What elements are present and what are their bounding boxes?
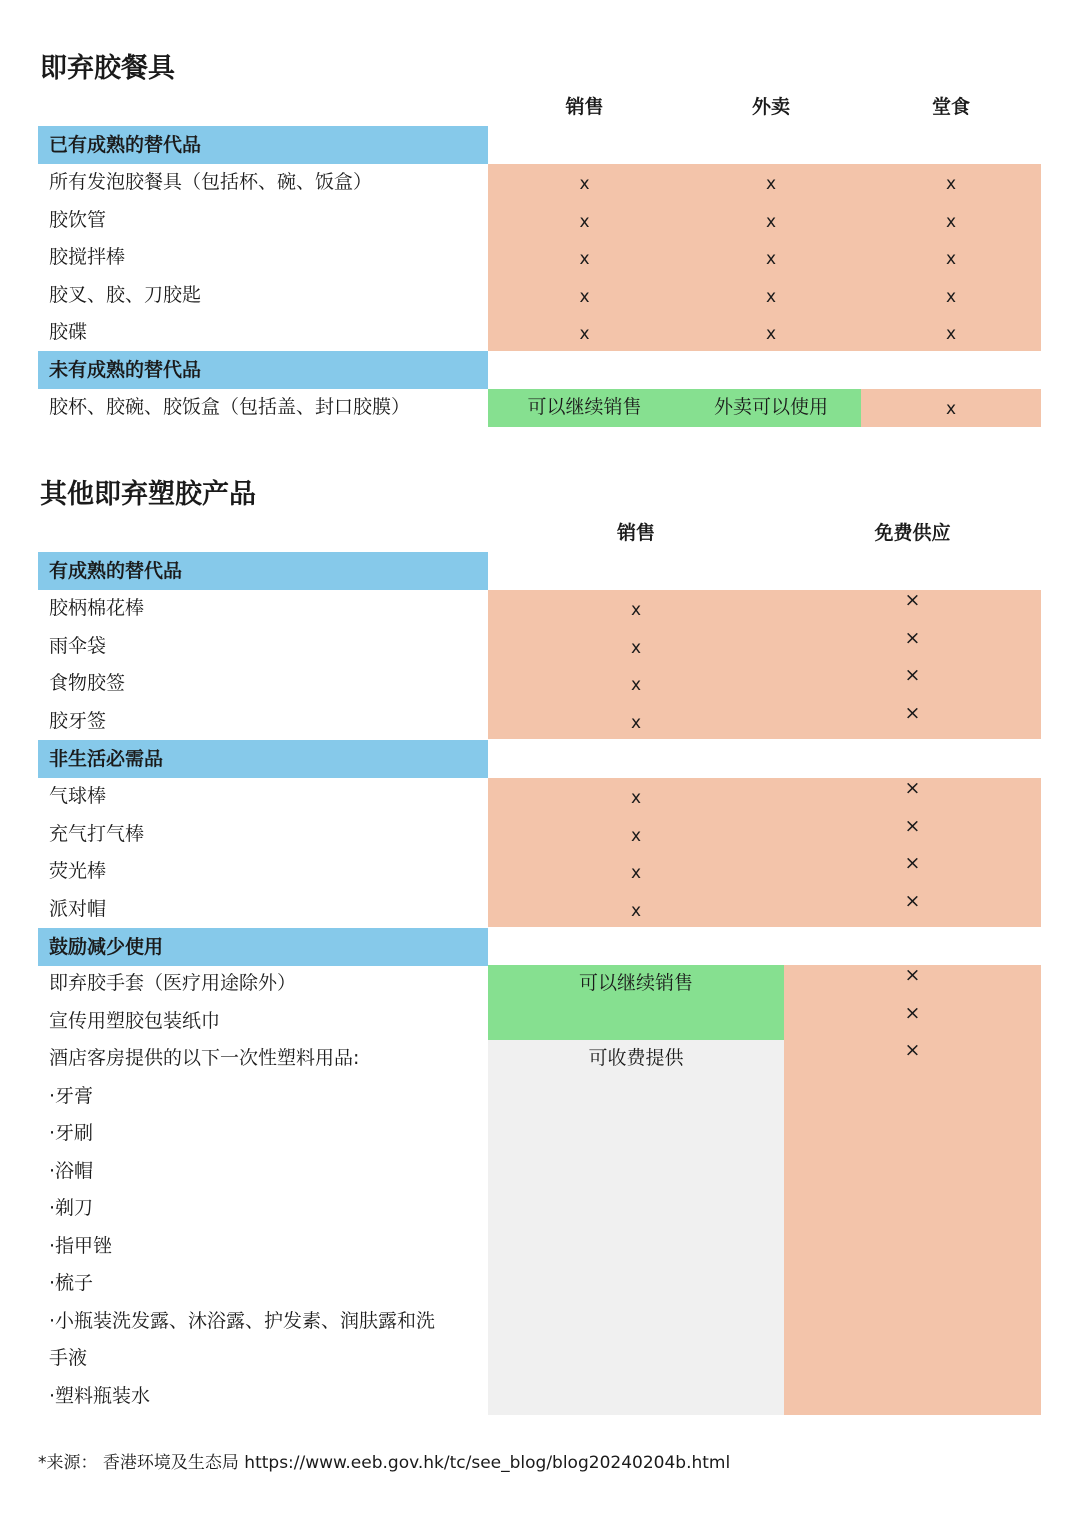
x-mark: x: [630, 637, 642, 658]
x-mark: ×: [904, 626, 921, 649]
x-mark: x: [630, 675, 642, 695]
x-mark: x: [765, 324, 777, 344]
item-food-pick: 食物胶签: [49, 672, 126, 694]
x-mark: ×: [904, 777, 921, 799]
category-mature-alternatives-2: 有成熟的替代品: [38, 552, 488, 590]
x-mark: x: [630, 900, 642, 921]
item-cups-bowls-boxes: 胶杯、胶碗、胶饭盒（包括盖、封口胶膜）: [49, 396, 411, 418]
x-mark: ×: [904, 889, 921, 912]
source-footnote: *来源： 香港环境及生态局 https://www.eeb.gov.hk/tc/see_blog/blog20240204b.html: [38, 1453, 731, 1473]
x-mark: x: [630, 825, 642, 846]
hotel-item-toiletries-cont: 手液: [49, 1347, 88, 1369]
status-takeaway-allowed: 外卖可以使用: [713, 396, 828, 418]
banned-block-4: [784, 965, 1041, 1415]
item-plate: 胶碟: [49, 321, 88, 343]
x-mark: x: [765, 174, 777, 194]
col-header-sale: 销售: [565, 96, 604, 118]
col-header-dine-in: 堂食: [931, 96, 970, 118]
x-mark: x: [579, 174, 590, 194]
x-mark: x: [945, 249, 957, 269]
item-stirrer: 胶搅拌棒: [49, 246, 126, 268]
col-header-free-supply: 免费供应: [874, 522, 951, 544]
x-mark: x: [945, 324, 957, 344]
item-promo-tissue: 宣传用塑胶包装纸巾: [49, 1009, 221, 1032]
hotel-item-shower-cap: ·浴帽: [49, 1159, 94, 1182]
item-straw: 胶饮管: [49, 208, 107, 231]
item-hotel-amenities: 酒店客房提供的以下一次性塑料用品:: [49, 1047, 360, 1069]
x-mark: x: [765, 286, 777, 307]
x-mark: x: [945, 211, 957, 232]
item-balloon-stick: 气球棒: [49, 785, 107, 807]
hotel-item-bottled-water: ·塑料瓶装水: [49, 1384, 151, 1407]
x-mark: x: [765, 211, 777, 232]
col-header-sale-2: 销售: [616, 522, 655, 544]
x-mark: ×: [904, 964, 921, 986]
x-mark: ×: [904, 664, 921, 686]
x-mark: x: [945, 399, 957, 419]
x-mark: x: [945, 174, 957, 194]
x-mark: ×: [904, 589, 921, 611]
x-mark: x: [579, 286, 590, 307]
x-mark: ×: [904, 814, 921, 837]
x-mark: ×: [904, 852, 921, 874]
x-mark: ×: [904, 701, 921, 724]
hotel-item-toothbrush: ·牙刷: [49, 1122, 94, 1144]
item-cutlery: 胶叉、胶、刀胶匙: [49, 283, 202, 306]
hotel-item-toothpaste: ·牙膏: [49, 1084, 94, 1107]
x-mark: ×: [904, 1001, 921, 1024]
charge-block: [488, 1040, 784, 1415]
category-encourage-reduce: 鼓励减少使用: [38, 928, 488, 966]
item-umbrella-bag: 雨伞袋: [49, 634, 107, 657]
hotel-item-razor: ·剃刀: [49, 1197, 94, 1219]
x-mark: x: [579, 324, 590, 344]
status-can-sell: 可以继续销售: [527, 396, 642, 418]
x-mark: x: [630, 863, 642, 883]
status-can-sell-2: 可以继续销售: [578, 972, 693, 994]
status-chargeable: 可收费提供: [588, 1047, 684, 1069]
category-no-mature-alternatives: 未有成熟的替代品: [38, 351, 488, 389]
category-non-essential: 非生活必需品: [38, 740, 488, 778]
x-mark: x: [945, 286, 957, 307]
x-mark: ×: [904, 1039, 921, 1061]
item-toothpick: 胶牙签: [49, 709, 107, 732]
item-cotton-bud: 胶柄棉花棒: [49, 597, 145, 619]
x-mark: x: [630, 788, 642, 808]
section1-title: 即弃胶餐具: [40, 53, 175, 84]
item-foam-tableware: 所有发泡胶餐具（包括杯、碗、饭盒）: [49, 171, 373, 193]
x-mark: x: [630, 600, 642, 620]
hotel-item-nail-file: ·指甲锉: [49, 1234, 113, 1257]
x-mark: x: [579, 249, 590, 269]
item-party-hat: 派对帽: [49, 897, 107, 920]
hotel-item-toiletries: ·小瓶装洗发露、沐浴露、护发素、润肤露和洗: [49, 1309, 436, 1332]
x-mark: x: [630, 712, 642, 733]
category-mature-alternatives: 已有成熟的替代品: [38, 126, 488, 164]
col-header-takeaway: 外卖: [751, 96, 790, 118]
hotel-item-comb: ·梳子: [49, 1272, 94, 1294]
item-disposable-gloves: 即弃胶手套（医疗用途除外）: [49, 972, 297, 994]
section2-title: 其他即弃塑胶产品: [40, 479, 256, 510]
item-glow-stick: 荧光棒: [49, 860, 107, 882]
x-mark: x: [765, 249, 777, 269]
x-mark: x: [579, 211, 590, 232]
item-inflatable-stick: 充气打气棒: [49, 822, 145, 845]
